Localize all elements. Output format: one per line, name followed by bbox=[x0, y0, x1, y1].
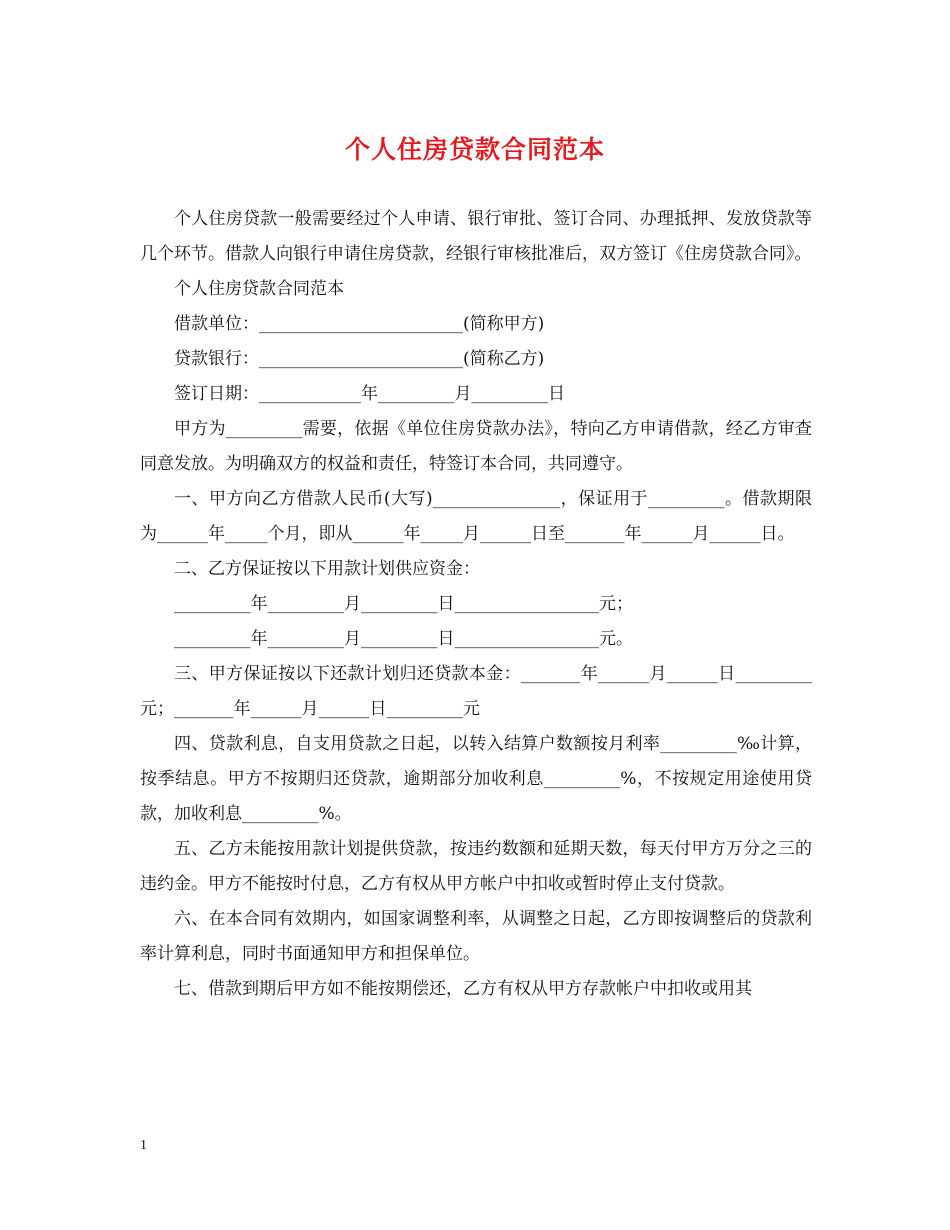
lender-field: 贷款银行：________________________(简称乙方) bbox=[174, 349, 545, 369]
signing-date-field: 签订日期：____________年_________月_________日 bbox=[174, 384, 565, 404]
document-title: 个人住房贷款合同范本 bbox=[344, 135, 605, 164]
clause-7: 七、借款到期后甲方如不能按期偿还，乙方有权从甲方存款帐户中扣收或用其 bbox=[174, 979, 752, 999]
clause-3: 三、甲方保证按以下还款计划归还贷款本金：_______年______月______日_________元；_______年______月______日_________元 bbox=[140, 664, 812, 719]
contract-heading: 个人住房贷款合同范本 bbox=[174, 279, 344, 299]
page-number: 1 bbox=[140, 1138, 147, 1153]
disbursement-line-1: _________年_________月_________日_________________元； bbox=[174, 594, 633, 614]
disbursement-line-2: _________年_________月_________日_________________元。 bbox=[174, 629, 633, 649]
clause-4: 四、贷款利息，自支用贷款之日起，以转入结算户数额按月利率_________‰计算，按季结息。甲方不按期归还贷款，逾期部分加收利息_________%，不按规定用途使用贷款，加收利息_________%。 bbox=[140, 734, 812, 824]
document-body bbox=[140, 202, 812, 1007]
intro-paragraph: 个人住房贷款一般需要经过个人申请、银行审批、签订合同、办理抵押、发放贷款等几个环节。借款人向银行申请住房贷款，经银行审核批准后，双方签订《住房贷款合同》。 bbox=[140, 209, 812, 264]
clause-6: 六、在本合同有效期内，如国家调整利率，从调整之日起，乙方即按调整后的贷款利率计算利息，同时书面通知甲方和担保单位。 bbox=[140, 909, 812, 964]
borrower-field: 借款单位：________________________(简称甲方) bbox=[174, 314, 545, 334]
clause-1: 一、甲方向乙方借款人民币(大写)_______________，保证用于_________。借款期限为______年_____个月，即从______年_____月______日至_______年______月______日。 bbox=[140, 489, 812, 544]
clause-2: 二、乙方保证按以下用款计划供应资金： bbox=[174, 559, 480, 579]
clause-5: 五、乙方未能按用款计划提供贷款，按违约数额和延期天数，每天付甲方万分之三的违约金。甲方不能按时付息，乙方有权从甲方帐户中扣收或暂时停止支付贷款。 bbox=[140, 839, 812, 894]
preamble-paragraph: 甲方为_________需要，依据《单位住房贷款办法》，特向乙方申请借款，经乙方审查同意发放。为明确双方的权益和责任，特签订本合同，共同遵守。 bbox=[140, 419, 812, 474]
